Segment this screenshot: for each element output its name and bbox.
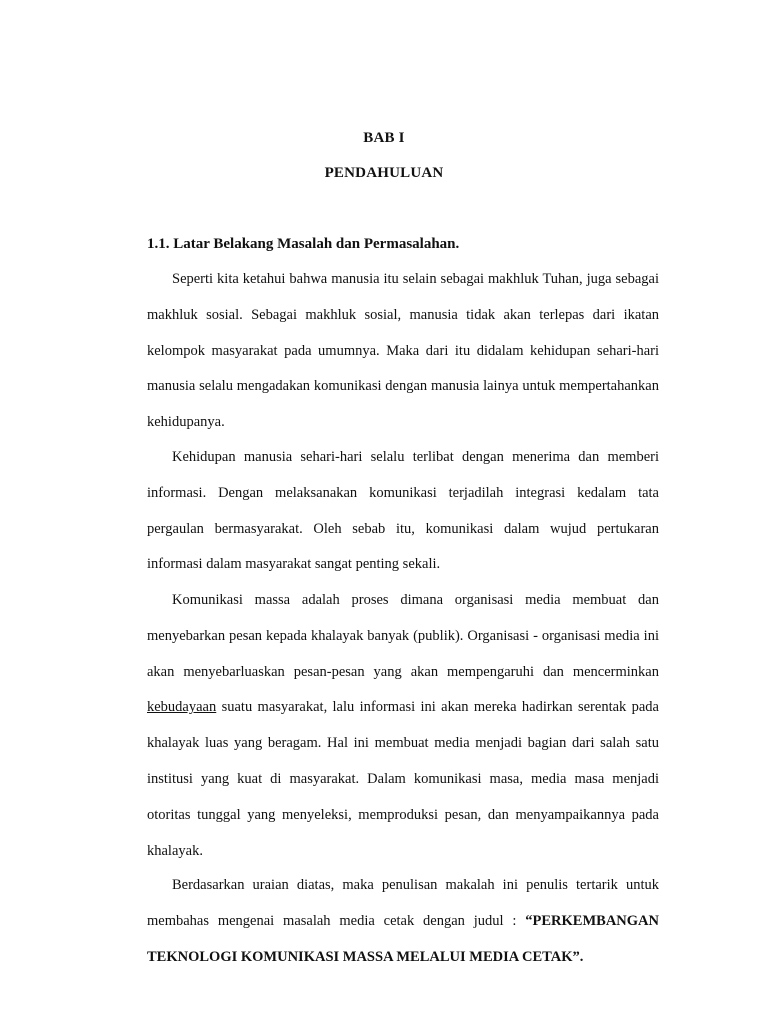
section-heading: 1.1. Latar Belakang Masalah dan Permasalahan. <box>147 236 460 252</box>
paragraph-1 <box>147 262 659 441</box>
paragraph-4 <box>147 868 659 975</box>
chapter-number: BAB I <box>363 130 405 146</box>
chapter-title: PENDAHULUAN <box>324 165 444 181</box>
paragraph-3 <box>147 583 659 869</box>
paragraph-2-text: Kehidupan manusia sehari-hari selalu terlibat dengan menerima dan memberi informasi. Dengan melaksanakan komunikasi terjadilah integrasi kedalam tata pergaulan bermasyarakat. Oleh sebab itu, komunikasi dalam wujud pertukaran informasi dalam masyarakat sangat penting sekali. <box>147 449 659 573</box>
kebudayaan-link[interactable]: kebudayaan <box>147 699 217 716</box>
paragraph-3-text-start: Komunikasi massa adalah proses dimana organisasi media membuat dan menyebarkan pesan kepada khalayak banyak (publik). Organisasi - organisasi media ini akan menyebarluaskan pesan-pesan yang akan mempengaruhi dan mencerminkan <box>147 592 659 680</box>
paragraph-3-text-end: suatu masyarakat, lalu informasi ini akan mereka hadirkan serentak pada khalayak luas yang beragam. Hal ini membuat media menjadi bagian dari salah satu institusi yang kuat di masyarakat. Dalam komunikasi masa, media masa menjadi otoritas tunggal yang menyeleksi, memproduksi pesan, dan menyampaikannya pada khalayak. <box>147 699 659 859</box>
paragraph-1-text: Seperti kita ketahui bahwa manusia itu selain sebagai makhluk Tuhan, juga sebagai makhluk sosial. Sebagai makhluk sosial, manusia tidak akan terlepas dari ikatan kelompok masyarakat pada umumnya. Maka dari itu didalam kehidupan sehari-hari manusia selalu mengadakan komunikasi dengan manusia lainya untuk mempertahankan kehidupanya. <box>147 271 659 431</box>
paragraph-2 <box>147 440 659 583</box>
paper-title: “PERKEMBANGAN TEKNOLOGI KOMUNIKASI MASSA MELALUI MEDIA CETAK”. <box>147 912 659 965</box>
paragraph-4-text: Berdasarkan uraian diatas, maka penulisan makalah ini penulis tertarik untuk membahas mengenai masalah media cetak dengan judul : <box>147 877 659 929</box>
